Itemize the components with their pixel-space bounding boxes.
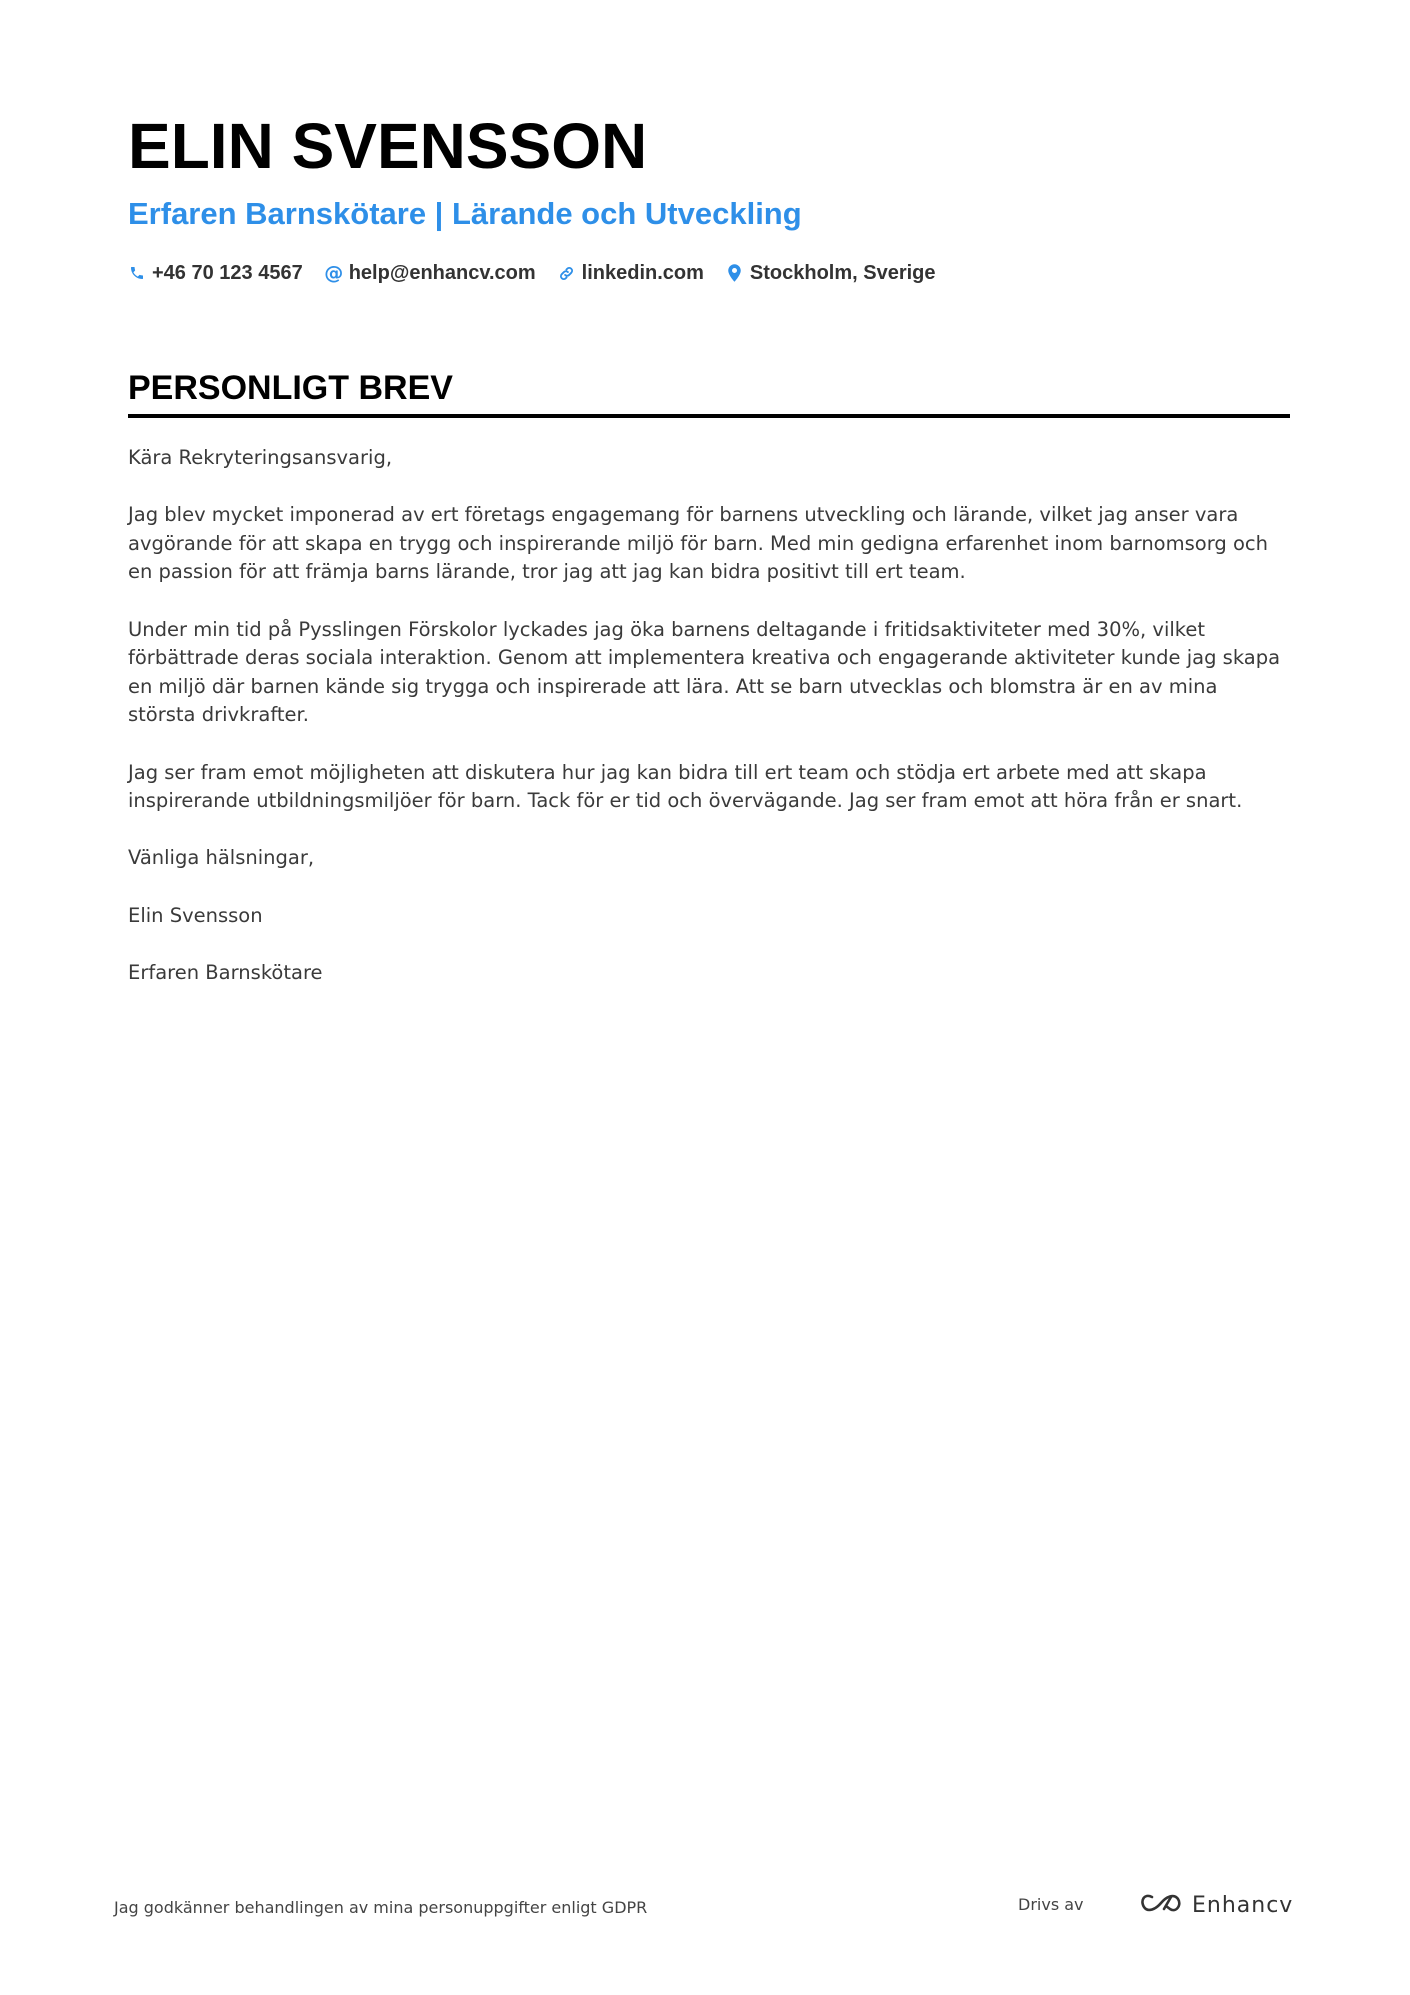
- signature-title: Erfaren Barnskötare: [128, 960, 323, 984]
- at-icon: @: [324, 262, 344, 284]
- letter-closing: Vänliga hälsningar,: [128, 846, 315, 870]
- cover-letter: [128, 110, 1290, 1016]
- contact-phone[interactable]: [128, 262, 303, 285]
- enhancv-logo-icon: [1138, 1891, 1184, 1919]
- section-title: PERSONLIGT BREV: [128, 369, 453, 407]
- applicant-name: ELIN SVENSSON: [128, 110, 648, 182]
- contact-email[interactable]: [325, 262, 536, 285]
- location-pin-icon: [726, 264, 744, 282]
- enhancv-brand[interactable]: [1138, 1890, 1293, 1920]
- phone-text: +46 70 123 4567: [152, 261, 303, 284]
- link-icon: [558, 264, 576, 282]
- letter-paragraph: Under min tid på Pysslingen Förskolor lyckades jag öka barnens deltagande i fritidsaktiviteter med 30%, vilket förbättrade deras sociala interaktion. Genom att implementera kreativa och engagerande aktiviteter kunde jag skapa en miljö där barnen kände sig trygga och inspirerade att lära. Att se barn utvecklas och blomstra är en av mina största drivkrafter.: [128, 617, 1281, 727]
- powered-by-text: Drivs av: [1018, 1895, 1084, 1914]
- letter-body: [128, 444, 1290, 987]
- linkedin-text: linkedin.com: [581, 261, 704, 284]
- footer: [114, 1890, 1294, 1924]
- letter-paragraph: Jag ser fram emot möjligheten att diskutera hur jag kan bidra till ert team och stödja ert arbete med att skapa inspirerande utbildningsmiljöer för barn. Tack för er tid och övervägande. Jag ser fram emot att höra från er snart.: [128, 760, 1243, 813]
- letter-paragraph: Jag blev mycket imponerad av ert företags engagemang för barnens utveckling och lärande, vilket jag anser vara avgörande för att skapa en trygg och inspirerande miljö för barn. Med min gedigna erfarenhet inom barnomsorg och en passion för att främja barns lärande, tror jag att jag kan bidra positivt till ert team.: [128, 503, 1268, 584]
- location-text: Stockholm, Sverige: [749, 261, 936, 284]
- letter-greeting: Kära Rekryteringsansvarig,: [128, 446, 393, 469]
- contact-linkedin[interactable]: [558, 262, 704, 285]
- contact-location: [726, 262, 936, 285]
- signature-name: Elin Svensson: [128, 903, 263, 927]
- section-divider: [128, 414, 1290, 418]
- gdpr-consent-text: Jag godkänner behandlingen av mina personuppgifter enligt GDPR: [114, 1898, 648, 1917]
- email-text: help@enhancv.com: [348, 261, 536, 284]
- brand-name: Enhancv: [1192, 1892, 1294, 1918]
- applicant-headline: Erfaren Barnskötare | Lärande och Utveckling: [128, 196, 802, 231]
- phone-icon: [128, 264, 146, 282]
- contact-bar: [128, 258, 1290, 288]
